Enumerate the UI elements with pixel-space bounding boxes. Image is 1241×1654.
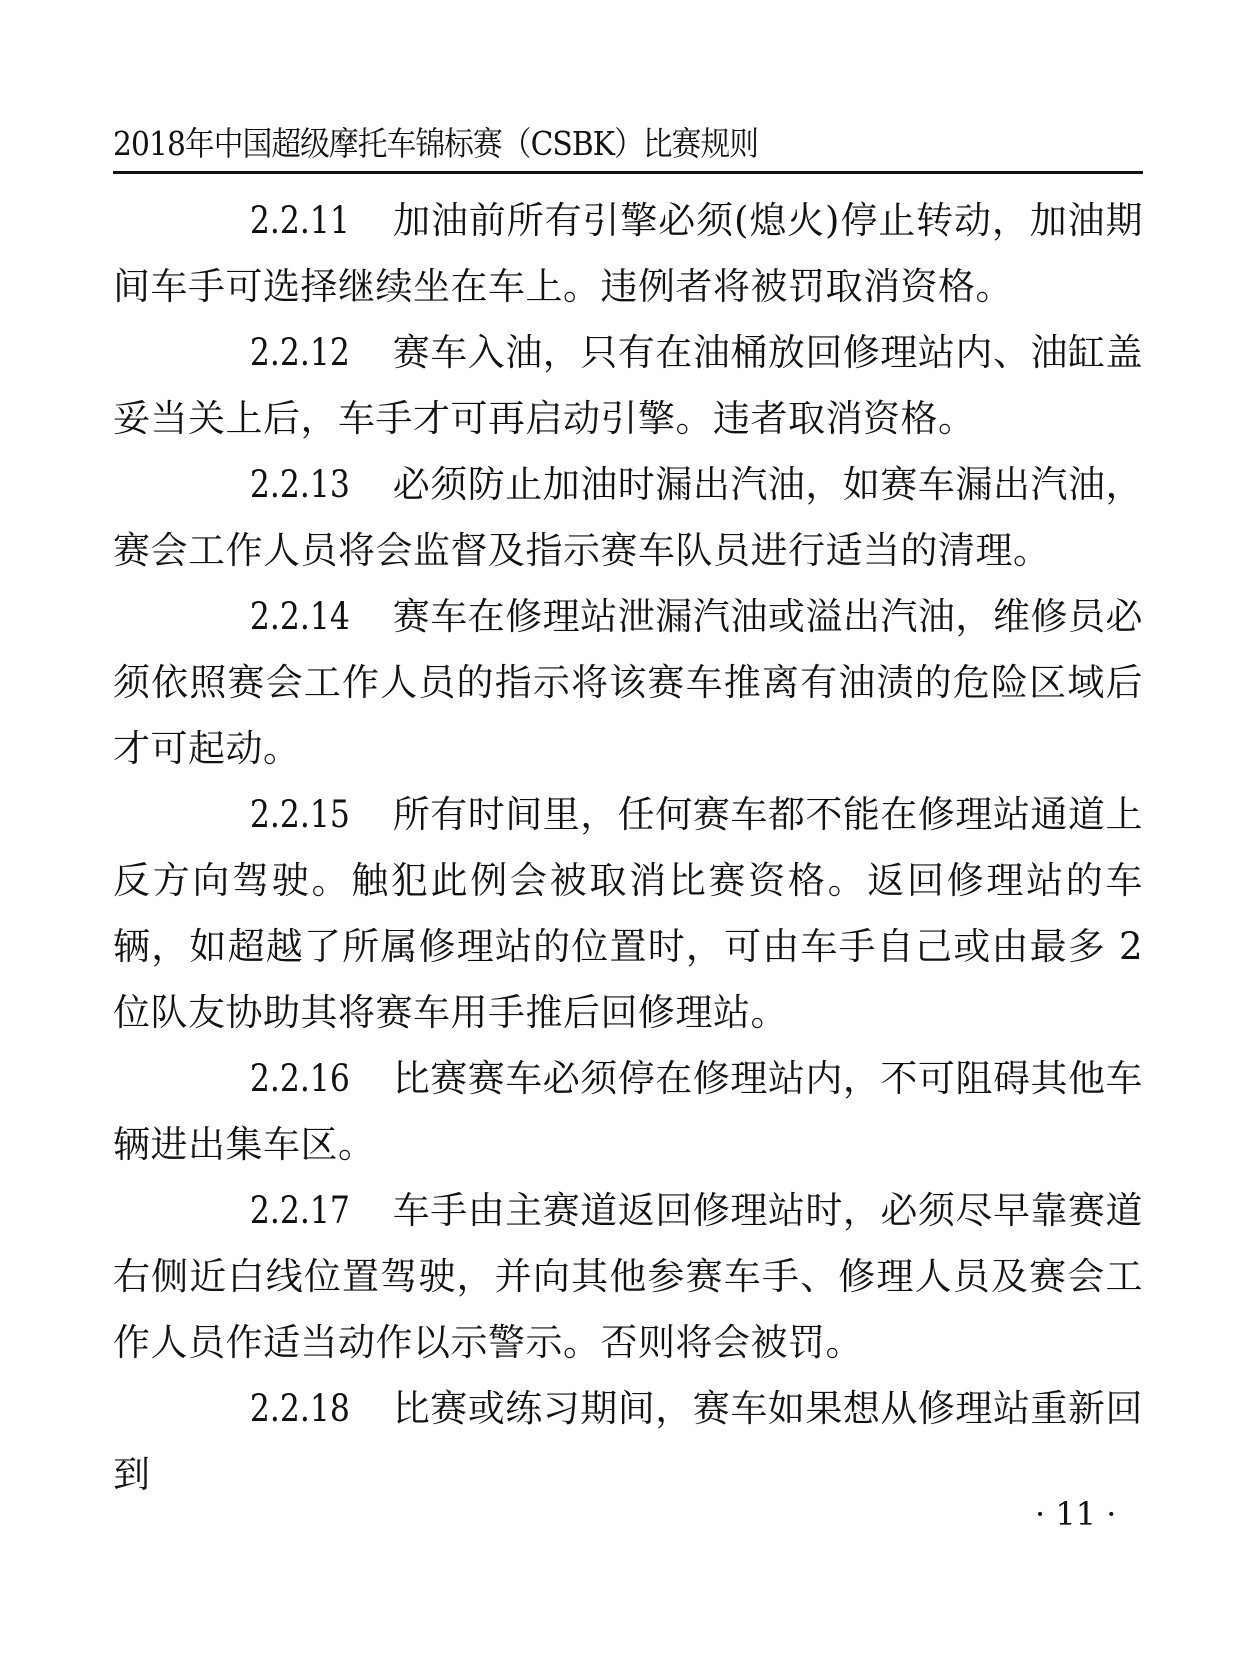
rule-text: 比赛赛车必须停在修理站内，不可阻碍其他车辆进出集车区。 [113,1057,1143,1166]
document-title: 2018年中国超级摩托车锦标赛（CSBK）比赛规则 [113,124,759,163]
rule-number: 2.2.17 [249,1189,350,1232]
rule-paragraph-2-2-12 [113,320,1143,452]
rule-number: 2.2.16 [249,1057,350,1100]
rule-number: 2.2.12 [249,331,350,374]
rule-number: 2.2.13 [249,463,350,506]
rule-text: 赛车入油，只有在油桶放回修理站内、油缸盖妥当关上后，车手才可再启动引擎。违者取消资格。 [113,331,1143,440]
rule-paragraph-2-2-18 [113,1376,1143,1508]
rule-text: 赛车在修理站泄漏汽油或溢出汽油，维修员必须依照赛会工作人员的指示将该赛车推离有油渍的危险区域后才可起动。 [113,595,1143,770]
document-body [113,188,1143,1508]
rule-text: 比赛或练习期间，赛车如果想从修理站重新回到 [113,1387,1143,1496]
rule-text: 车手由主赛道返回修理站时，必须尽早靠赛道右侧近白线位置驾驶，并向其他参赛车手、修理人员及赛会工作人员作适当动作以示警示。否则将会被罚。 [113,1189,1143,1364]
rule-number: 2.2.18 [249,1387,350,1430]
rule-text: 必须防止加油时漏出汽油，如赛车漏出汽油，赛会工作人员将会监督及指示赛车队员进行适当的清理。 [113,463,1143,572]
rule-text: 加油前所有引擎必须(熄火)停止转动，加油期间车手可选择继续坐在车上。违例者将被罚取消资格。 [113,199,1143,308]
rule-text: 所有时间里，任何赛车都不能在修理站通道上反方向驾驶。触犯此例会被取消比赛资格。返回修理站的车辆，如超越了所属修理站的位置时，可由车手自己或由最多 2 位队友协助其将赛车用手推后回修理站。 [113,793,1143,1034]
rule-number: 2.2.11 [249,199,350,242]
rule-number: 2.2.14 [249,595,350,638]
rule-number: 2.2.15 [249,793,350,836]
header-divider [113,171,1143,174]
rule-paragraph-2-2-17 [113,1178,1143,1376]
page-header [113,118,1143,178]
rule-paragraph-2-2-14 [113,584,1143,782]
rule-paragraph-2-2-11 [113,188,1143,320]
page-number: · 11 · [1035,1495,1117,1533]
rule-paragraph-2-2-16 [113,1046,1143,1178]
rule-paragraph-2-2-13 [113,452,1143,584]
rule-paragraph-2-2-15 [113,782,1143,1046]
